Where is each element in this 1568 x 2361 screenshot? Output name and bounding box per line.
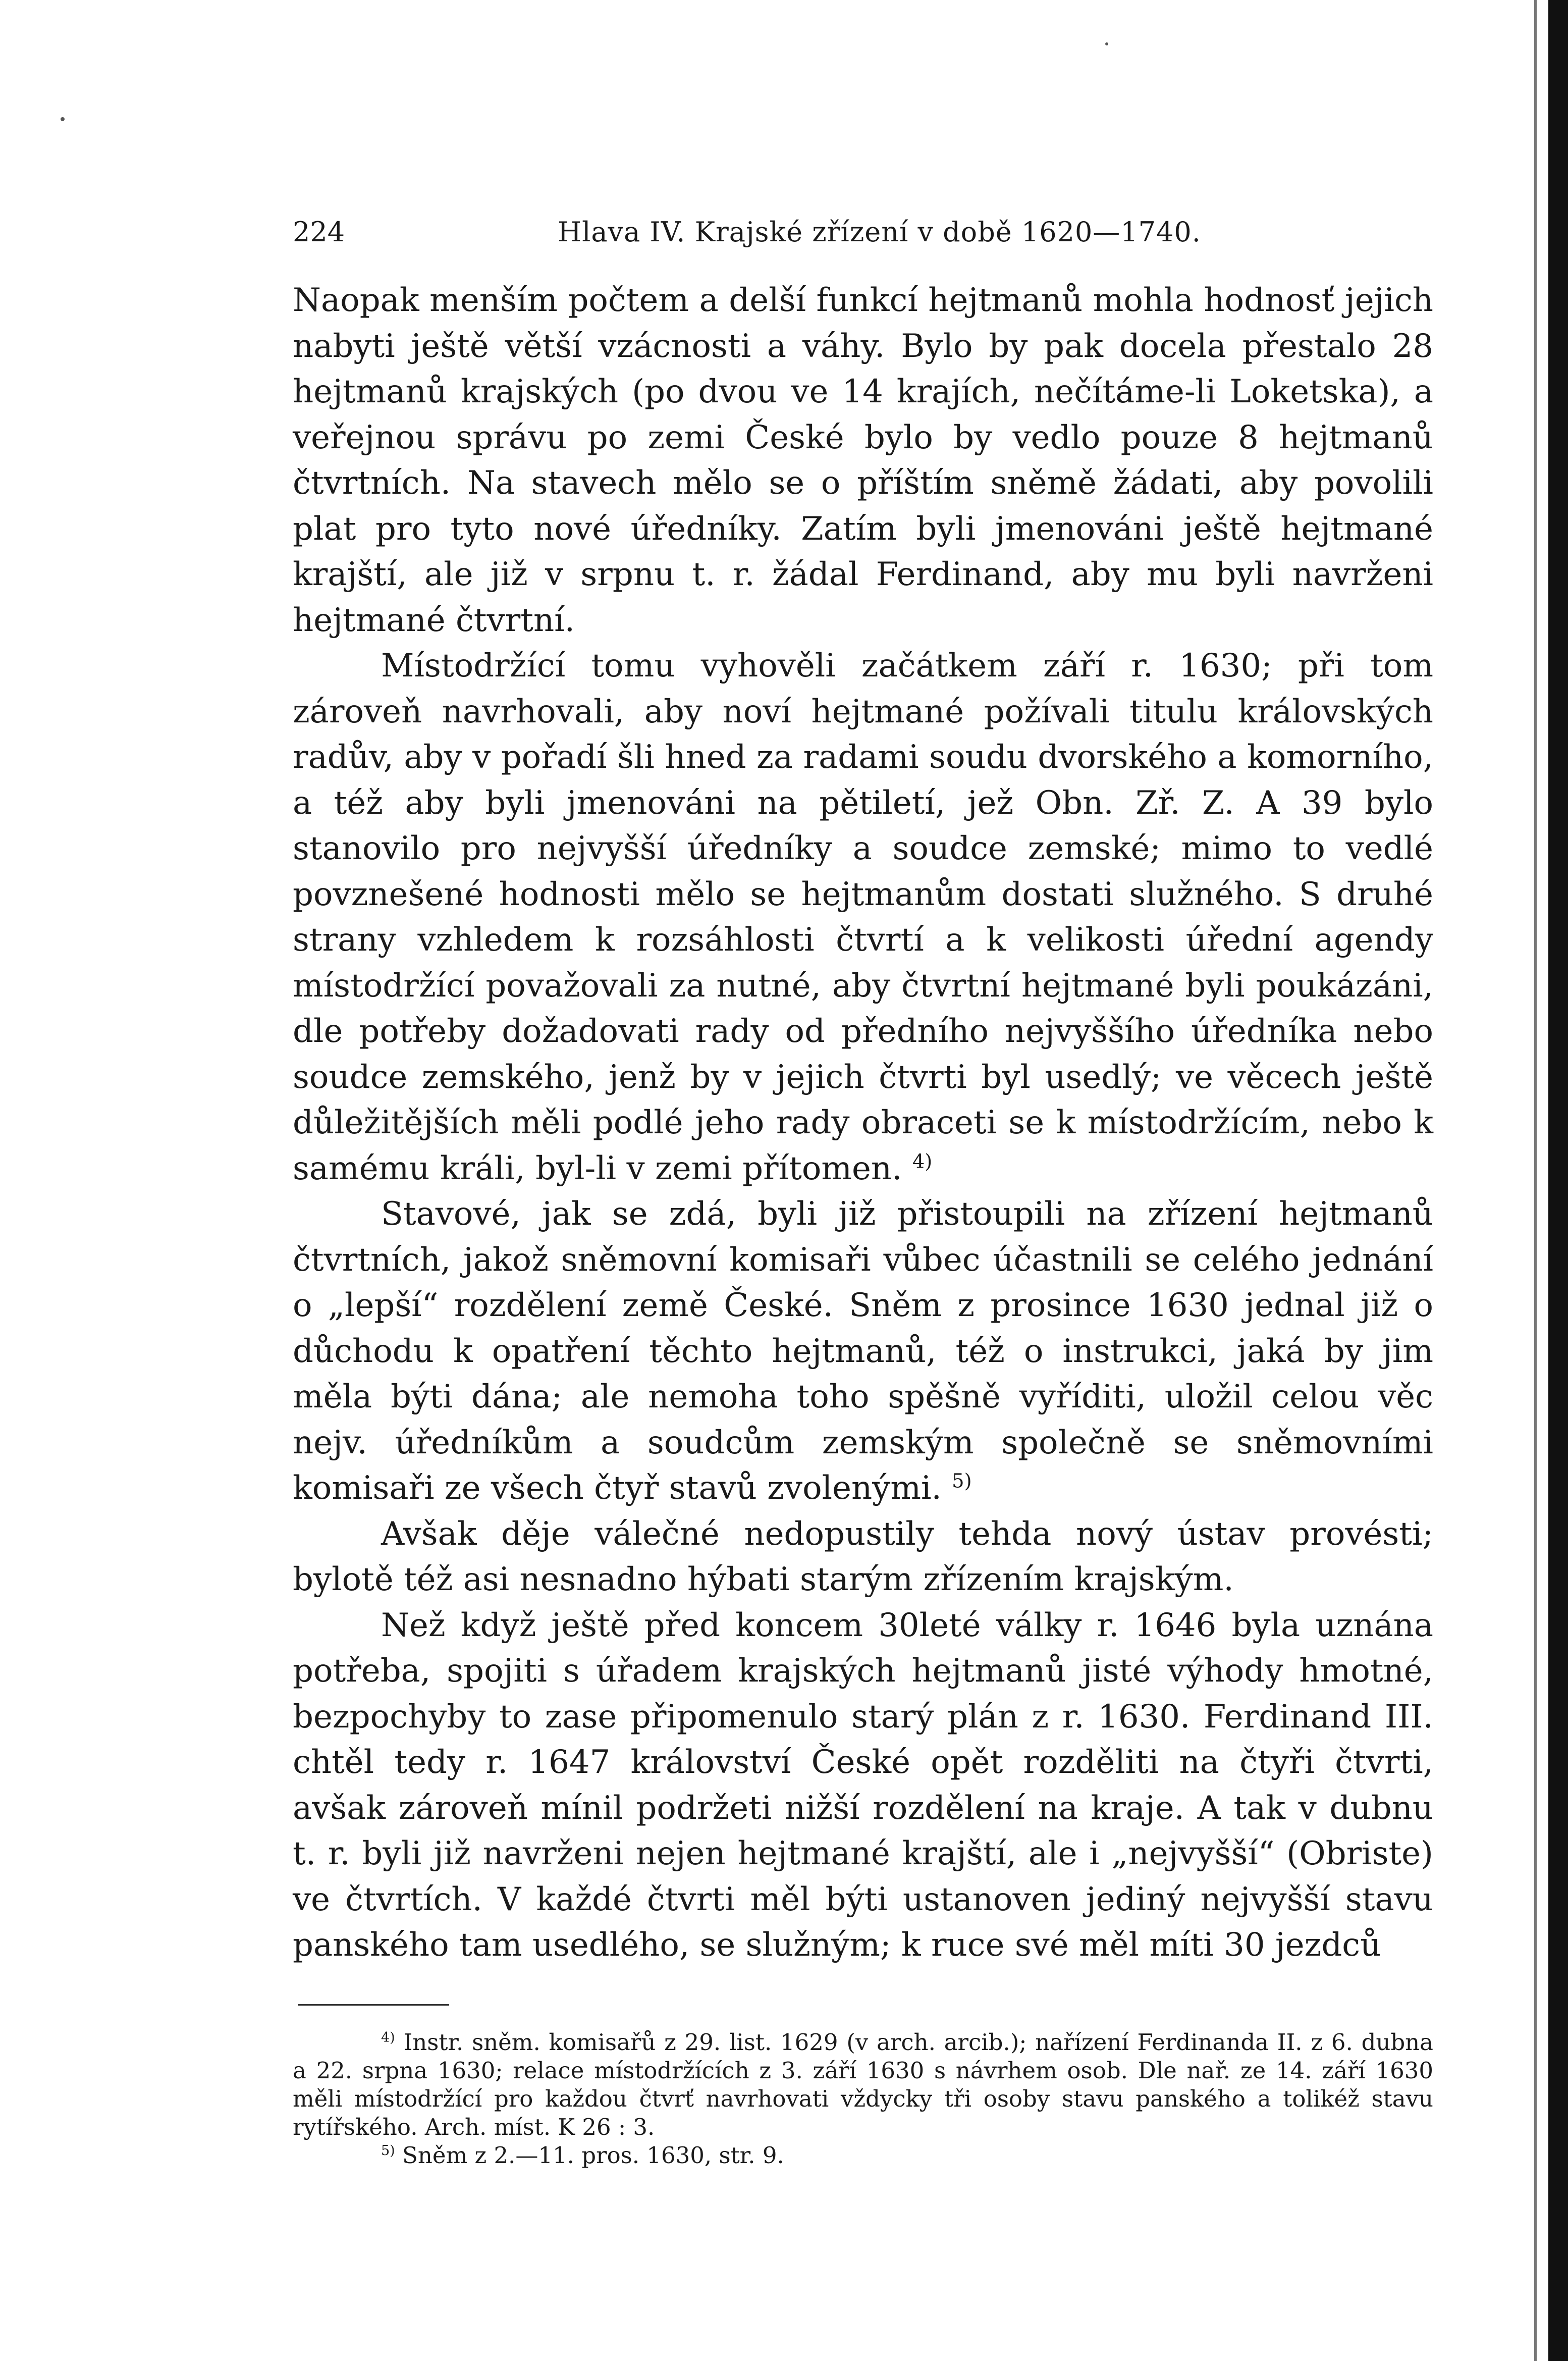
paragraph <box>293 643 1433 1191</box>
scan-speck <box>61 117 65 121</box>
footnotes <box>293 2028 1433 2170</box>
footnote-marker: 4) <box>381 2030 395 2045</box>
page-number: 224 <box>293 216 345 248</box>
running-title: Hlava IV. Krajské zřízení v době 1620—1740. <box>558 216 1201 248</box>
footnote-ref: 4) <box>912 1150 933 1173</box>
footnote-rule <box>298 2004 449 2006</box>
scan-edge-line <box>1534 0 1537 2361</box>
paragraph-text: Než když ještě před koncem 30leté války r. 1646 byla uznána potřeba, spojiti s úřadem krajských hejtmanů jisté výhody hmotné, bezpochyby to zase připomenulo starý plán z r. 1630. Ferdinand III. chtěl tedy r. 1647 království České opět rozděliti na čtyři čtvrti, avšak zároveň mínil podržeti nižší rozdělení na kraje. A tak v dubnu t. r. byli již navrženi nejen hejtmané krajští, ale i „nejvyšší“ (Obriste) ve čtvrtích. V každé čtvrti měl býti ustanoven jediný nejvyšší stavu panského tam usedlého, se služným; k ruce své měl míti 30 jezdců <box>293 1606 1433 1964</box>
paragraph <box>293 1191 1433 1511</box>
footnote-text: Instr. sněm. komisařů z 29. list. 1629 (v arch. arcib.); nařízení Ferdinanda II. z 6. dubna a 22. srpna 1630; relace místodržících z 3. září 1630 s návrhem osob. Dle nař. ze 14. září 1630 měli místodržící pro každou čtvrť navrhovati vždycky tři osoby stavu panského a tolikéž stavu rytířského. Arch. míst. K 26 : 3. <box>293 2029 1433 2140</box>
paragraph-text: Naopak menším počtem a delší funkcí hejtmanů mohla hodnosť jejich nabyti ještě větší vzácnosti a váhy. Bylo by pak docela přestalo 28 hejtmanů krajských (po dvou ve 14 krajích, nečítáme-li Loketska), a veřejnou správu po zemi České bylo by vedlo pouze 8 hejtmanů čtvrtních. Na stavech mělo se o příštím sněmě žádati, aby povolili plat pro tyto nové úředníky. Zatím byli jmenováni ještě hejtmané krajští, ale již v srpnu t. r. žádal Ferdinand, aby mu byli navrženi hejtmané čtvrtní. <box>293 282 1433 639</box>
scan-speck <box>1105 42 1108 45</box>
paragraph-text: Stavové, jak se zdá, byli již přistoupili na zřízení hejtmanů čtvrtních, jakož sněmovní komisaři vůbec účastnili se celého jednání o „lepší“ rozdělení země České. Sněm z prosince 1630 jednal již o důchodu k opatření těchto hejtmanů, též o instrukci, jaká by jim měla býti dána; ale nemoha toho spěšně vyříditi, uložil celou věc nejv. úředníkům a soudcům zemským společně se sněmovními komisaři ze všech čtyř stavů zvolenými. <box>293 1195 1433 1507</box>
footnote <box>293 2028 1433 2141</box>
paragraph <box>293 278 1433 643</box>
body-text <box>293 278 1433 1968</box>
paragraph-text: Avšak děje válečné nedopustily tehda nový ústav provésti; bylotě též asi nesnadno hýbati starým zřízením krajským. <box>293 1515 1433 1598</box>
paragraph <box>293 1511 1433 1603</box>
paragraph-text: Místodržící tomu vyhověli začátkem září r. 1630; při tom zároveň navrhovali, aby noví hejtmané požívali titulu královských radův, aby v pořadí šli hned za radami soudu dvorského a komorního, a též aby byli jmenováni na pětiletí, jež Obn. Zř. Z. A 39 bylo stanovilo pro nejvyšší úředníky a soudce zemské; mimo to vedlé povznešené hodnosti mělo se hejtmanům dostati služného. S druhé strany vzhledem k rozsáhlosti čtvrtí a k velikosti úřední agendy místodržící považovali za nutné, aby čtvrtní hejtmané byli poukázáni, dle potřeby dožadovati rady od předního nejvyššího úředníka nebo soudce zemského, jenž by v jejich čtvrti byl usedlý; ve věcech ještě důležitějších měli podlé jeho rady obraceti se k místodržícím, nebo k samému králi, byl-li v zemi přítomen. <box>293 647 1433 1187</box>
footnote-ref: 5) <box>952 1470 972 1493</box>
running-head <box>293 212 1433 252</box>
paragraph <box>293 1603 1433 1968</box>
footnote-marker: 5) <box>381 2143 395 2159</box>
footnote-text: Sněm z 2.—11. pros. 1630, str. 9. <box>402 2142 784 2169</box>
footnote <box>293 2141 1433 2170</box>
scan-edge-border <box>1548 0 1568 2361</box>
